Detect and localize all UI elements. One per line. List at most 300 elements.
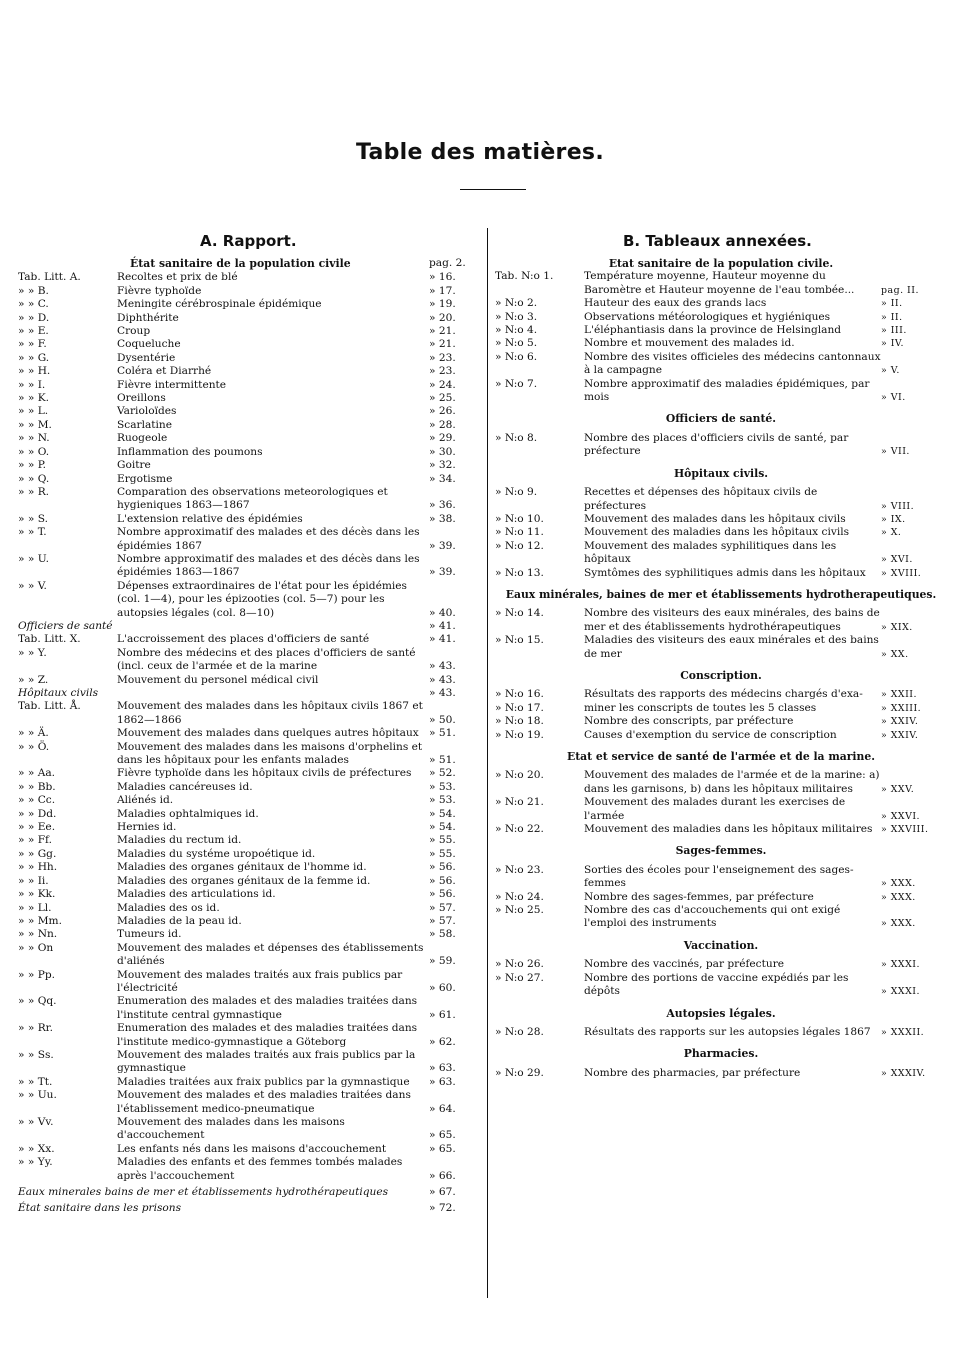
- toc-entry-prefix: » » Nn.: [18, 928, 58, 941]
- toc-entry-title: Mouvement des malades dans les maisons d'orphelins et dans les hôpitaux pour les enfants malades: [117, 740, 423, 767]
- column-divider: [487, 228, 488, 1298]
- toc-entry[interactable]: [18, 741, 481, 768]
- toc-entry[interactable]: [18, 942, 481, 969]
- annex-entry[interactable]: [495, 297, 947, 310]
- annex-entry[interactable]: [495, 378, 947, 405]
- annex-entry-title: Mouvement des maladies dans les hôpitaux militaires: [584, 823, 873, 836]
- toc-entry-page: » 59.: [429, 955, 456, 968]
- toc-entry-prefix: » » C.: [18, 298, 49, 311]
- annex-entry[interactable]: [495, 270, 947, 297]
- eaux-row[interactable]: [18, 1186, 481, 1199]
- annex-entry-page: » V.: [881, 365, 900, 377]
- toc-entry-page: » 16.: [429, 271, 456, 284]
- toc-entry-title: Nombre approximatif des malades et des décès dans les épidémies 1867: [117, 526, 420, 552]
- annex-entry[interactable]: [495, 1026, 947, 1039]
- eaux-label: Eaux minerales bains de mer et établissements hydrothérapeutiques: [18, 1186, 389, 1199]
- toc-entry-title: Fièvre intermittente: [117, 378, 227, 391]
- part-a-section-page: pag. 2.: [429, 257, 466, 269]
- officiers-label: Officiers de santé: [18, 619, 113, 632]
- annex-entry-number: » N:o 22.: [495, 823, 544, 836]
- hopitaux-row[interactable]: [18, 687, 481, 700]
- annex-entry-page: » XXX.: [881, 878, 916, 890]
- hopitaux-label: Hôpitaux civils: [18, 687, 99, 699]
- annex-entry-number: » N:o 26.: [495, 958, 544, 971]
- toc-entry-prefix: » » O.: [18, 445, 50, 458]
- annex-entry-page: » XXXI.: [881, 959, 920, 971]
- toc-entry-prefix: » » Aa.: [18, 767, 56, 780]
- annex-entry-title: Observations météorologiques et hygiéniques: [584, 310, 831, 323]
- toc-entry-page: » 61.: [429, 1008, 456, 1021]
- toc-entry[interactable]: [18, 513, 481, 526]
- toc-entry-prefix: » » Mm.: [18, 914, 62, 927]
- annex-entry-page: » XXVI.: [881, 810, 921, 822]
- toc-entry-prefix: Tab. Litt. Å.: [18, 700, 81, 713]
- toc-entry[interactable]: [18, 674, 481, 687]
- toc-entry[interactable]: [18, 888, 481, 901]
- page-title: Table des matières.: [356, 140, 604, 165]
- part-b-sections: [495, 257, 947, 1080]
- toc-entry[interactable]: [18, 459, 481, 472]
- toc-entry-prefix: » » U.: [18, 552, 50, 565]
- toc-entry[interactable]: [18, 700, 481, 727]
- toc-entry-title: Maladies de la peau id.: [117, 914, 242, 927]
- toc-entry-prefix: » » Cc.: [18, 794, 56, 807]
- toc-entry-prefix: » » Hh.: [18, 861, 58, 874]
- toc-entry-prefix: » » H.: [18, 365, 51, 378]
- annex-entry[interactable]: [495, 715, 947, 728]
- prisons-row[interactable]: [18, 1202, 481, 1215]
- annex-entry-number: » N:o 11.: [495, 526, 544, 539]
- toc-entry-page: » 51.: [429, 754, 456, 767]
- hopitaux-page: » 43.: [429, 687, 456, 699]
- annex-entry-title: Nombre des places d'officiers civils de santé, par préfecture: [584, 431, 849, 458]
- toc-entry-title: Mouvement des malades dans les maisons d'accouchement: [117, 1116, 345, 1142]
- annex-entry-title: Mouvement des maladies dans les hôpitaux civils: [584, 526, 850, 539]
- annex-entry-number: » N:o 29.: [495, 1066, 544, 1079]
- toc-entry-page: » 50.: [429, 713, 456, 726]
- toc-entry-page: » 62.: [429, 1035, 456, 1048]
- toc-entry-title: Dysentérie: [117, 351, 176, 364]
- toc-entry-prefix: » » E.: [18, 325, 49, 338]
- annex-entry[interactable]: [495, 337, 947, 350]
- toc-entry-title: Maladies des articulations id.: [117, 888, 276, 901]
- toc-entry[interactable]: [18, 405, 481, 418]
- toc-entry[interactable]: [18, 338, 481, 351]
- toc-entry-title: Fièvre typhoïde: [117, 284, 202, 297]
- toc-entry-page: » 64.: [429, 1102, 456, 1115]
- toc-entry[interactable]: [18, 1089, 481, 1116]
- toc-entry[interactable]: [18, 473, 481, 486]
- annex-entry-page: » XXII.: [881, 689, 917, 701]
- toc-entry[interactable]: [18, 553, 481, 580]
- annex-entry[interactable]: [495, 486, 947, 513]
- toc-entry-title: Mouvement des malades dans quelques autres hôpitaux: [117, 727, 419, 740]
- toc-entry-title: Hernies id.: [117, 821, 177, 834]
- annex-entry[interactable]: [495, 540, 947, 567]
- toc-entry-page: » 23.: [429, 351, 456, 364]
- toc-entry[interactable]: [18, 969, 481, 996]
- eaux-page: » 67.: [429, 1186, 456, 1199]
- toc-entry-prefix: » » M.: [18, 418, 52, 431]
- tab-litt-list-3: [18, 700, 481, 1183]
- toc-entry[interactable]: [18, 647, 481, 674]
- toc-entry[interactable]: [18, 1156, 481, 1183]
- toc-entry-page: » 17.: [429, 284, 456, 297]
- toc-entry[interactable]: [18, 1022, 481, 1049]
- toc-entry-page: » 65.: [429, 1129, 456, 1142]
- toc-entry-page: » 60.: [429, 981, 456, 994]
- annex-entry-title: Nombre des portions de vaccine expédiés par les dépôts: [584, 971, 849, 998]
- annex-entry[interactable]: [495, 607, 947, 634]
- toc-entry-prefix: » » K.: [18, 392, 49, 405]
- annex-entry[interactable]: [495, 769, 947, 796]
- toc-entry-title: Nombre des médecins et des places d'officiers de santé (incl. ceux de l'armée et de la marine: [117, 646, 416, 673]
- annex-entry[interactable]: [495, 702, 947, 715]
- toc-entry[interactable]: [18, 1143, 481, 1156]
- toc-entry-page: » 38.: [429, 512, 456, 525]
- annex-entry-number: » N:o 14.: [495, 607, 544, 620]
- annex-entry-title: Nombre des sages-femmes, par préfecture: [584, 890, 814, 903]
- toc-entry-prefix: » » T.: [18, 526, 47, 539]
- toc-entry-title: Maladies du rectum id.: [117, 834, 242, 847]
- annex-entry[interactable]: [495, 796, 947, 823]
- toc-entry-prefix: Tab. Litt. X.: [18, 633, 81, 646]
- toc-entry-prefix: » » Ff.: [18, 834, 52, 847]
- annex-entry[interactable]: [495, 513, 947, 526]
- annex-entry-page: » II.: [881, 298, 903, 310]
- toc-entry-page: » 40.: [429, 606, 456, 619]
- annex-entry-page: » VII.: [881, 446, 910, 458]
- annex-entry-title: Symtômes des syphilitiques admis dans les hôpitaux: [584, 566, 866, 579]
- part-b-section-title: Sages-femmes.: [675, 844, 767, 858]
- toc-entry-prefix: » » F.: [18, 338, 47, 351]
- toc-entry[interactable]: [18, 271, 481, 284]
- toc-entry-title: Oreillons: [117, 392, 166, 405]
- annex-entry-page: » XXX.: [881, 891, 916, 903]
- toc-entry-prefix: » » Ee.: [18, 821, 56, 834]
- toc-entry-title: Mouvement des malades traités aux frais publics par l'électricité: [117, 968, 403, 994]
- toc-entry-title: Les enfants nés dans les maisons d'accouchement: [117, 1142, 387, 1155]
- annex-entry-number: » N:o 18.: [495, 715, 544, 728]
- annex-entry-page: » XXIV.: [881, 729, 919, 741]
- toc-entry-title: Coléra et Diarrhé: [117, 365, 212, 378]
- toc-entry-prefix: » » Ll.: [18, 901, 52, 914]
- annex-entry-page: » XXX.: [881, 918, 916, 930]
- toc-entry-page: » 63.: [429, 1062, 456, 1075]
- part-b-heading: B. Tableaux annexées.: [623, 232, 812, 250]
- toc-entry-title: Ruogeole: [117, 432, 168, 445]
- annex-entry-title: Nombre des vaccinés, par préfecture: [584, 958, 785, 971]
- annex-entry-number: » N:o 3.: [495, 310, 538, 323]
- toc-entry-prefix: » » Vv.: [18, 1116, 54, 1128]
- part-a-section-row: [18, 257, 481, 271]
- annex-entry-number: » N:o 10.: [495, 512, 544, 525]
- annex-entry-title: L'éléphantiasis dans la province de Helsingland: [584, 324, 842, 337]
- annex-entry[interactable]: [495, 311, 947, 324]
- annex-entry-number: » N:o 21.: [495, 796, 544, 809]
- toc-entry-page: » 41.: [429, 633, 456, 646]
- annex-entry-page: » II.: [881, 311, 903, 323]
- part-b-section-title: Eaux minérales, baines de mer et établissements hydrotherapeutiques.: [505, 587, 937, 601]
- toc-entry-prefix: » » Y.: [18, 646, 47, 659]
- annex-entry[interactable]: [495, 904, 947, 931]
- toc-entry[interactable]: [18, 1049, 481, 1076]
- toc-entry-page: » 36.: [429, 499, 456, 512]
- annex-entry-number: » N:o 8.: [495, 431, 538, 444]
- toc-entry[interactable]: [18, 580, 481, 620]
- annex-entry[interactable]: [495, 351, 947, 378]
- toc-entry[interactable]: [18, 285, 481, 298]
- annex-entry-page: » IX.: [881, 513, 906, 525]
- toc-entry[interactable]: [18, 298, 481, 311]
- toc-entry[interactable]: [18, 486, 481, 513]
- annex-entry-number: » N:o 23.: [495, 863, 544, 876]
- toc-entry-prefix: Tab. Litt. A.: [18, 271, 81, 284]
- annex-entry-number: » N:o 19.: [495, 728, 544, 741]
- annex-entry-title: Recettes et dépenses des hôpitaux civils de préfectures: [584, 486, 818, 512]
- toc-entry[interactable]: [18, 446, 481, 459]
- toc-entry-page: » 26.: [429, 405, 456, 418]
- toc-entry[interactable]: [18, 432, 481, 445]
- toc-entry-title: Mouvement des malades et dépenses des établissements d'aliénés: [117, 941, 424, 968]
- toc-entry-page: » 56.: [429, 888, 456, 901]
- toc-entry-prefix: » » Ss.: [18, 1048, 54, 1061]
- toc-entry-page: » 20.: [429, 311, 456, 324]
- toc-entry-page: » 23.: [429, 365, 456, 378]
- toc-entry-title: Meningite cérébrospinale épidémique: [117, 298, 322, 311]
- annex-entry[interactable]: [495, 567, 947, 580]
- toc-entry-prefix: » » Tt.: [18, 1075, 53, 1088]
- annex-entry-page: » XVI.: [881, 554, 913, 566]
- annex-entry-page: » XIX.: [881, 621, 913, 633]
- annex-entry-page: » XX.: [881, 648, 909, 660]
- annex-entry-title: Causes d'exemption du service de conscription: [584, 728, 837, 741]
- toc-entry-title: Nombre approximatif des malades et des décès dans les épidémies 1863—1867: [117, 552, 420, 579]
- officiers-page: » 41.: [429, 619, 456, 632]
- toc-entry-page: » 54.: [429, 821, 456, 834]
- toc-entry-title: Maladies traitées aux fraix publics par la gymnastique: [117, 1075, 410, 1088]
- annex-entry-number: » N:o 4.: [495, 324, 538, 337]
- annex-entry-number: » N:o 28.: [495, 1025, 544, 1038]
- annex-entry-number: » N:o 7.: [495, 377, 538, 390]
- toc-entry-prefix: » » Rr.: [18, 1022, 53, 1035]
- toc-entry-title: Mouvement des malades traités aux frais publics par la gymnastique: [117, 1048, 416, 1075]
- toc-entry-page: » 39.: [429, 566, 456, 579]
- part-b-section-title: Pharmacies.: [683, 1047, 759, 1061]
- toc-entry-prefix: » » Dd.: [18, 807, 57, 820]
- toc-entry-prefix: » » Qq.: [18, 995, 57, 1008]
- toc-entry[interactable]: [18, 781, 481, 794]
- toc-entry-prefix: » » Uu.: [18, 1089, 57, 1102]
- toc-entry[interactable]: [18, 915, 481, 928]
- toc-entry[interactable]: [18, 1116, 481, 1143]
- toc-entry[interactable]: [18, 312, 481, 325]
- toc-entry[interactable]: [18, 821, 481, 834]
- annex-entry[interactable]: [495, 958, 947, 971]
- toc-entry[interactable]: [18, 995, 481, 1022]
- annex-entry-number: » N:o 27.: [495, 971, 544, 984]
- toc-entry[interactable]: [18, 526, 481, 553]
- annex-entry-page: » III.: [881, 325, 907, 337]
- annex-entry[interactable]: [495, 1067, 947, 1080]
- toc-entry-title: Ergotisme: [117, 472, 173, 485]
- toc-entry-page: » 58.: [429, 928, 456, 941]
- annex-entry[interactable]: [495, 526, 947, 539]
- part-a-section-title: État sanitaire de la population civile: [130, 257, 351, 270]
- annex-entry[interactable]: [495, 823, 947, 836]
- toc-entry-page: » 29.: [429, 432, 456, 445]
- annex-entry[interactable]: [495, 432, 947, 459]
- toc-entry[interactable]: [18, 325, 481, 338]
- toc-entry-prefix: » » Ö.: [18, 740, 50, 753]
- toc-entry-title: Inflammation des poumons: [117, 445, 263, 458]
- toc-entry-page: » 51.: [429, 727, 456, 740]
- annex-entry-title: Nombre des conscripts, par préfecture: [584, 715, 794, 728]
- toc-entry-prefix: » » Q.: [18, 472, 50, 485]
- toc-entry-title: Goitre: [117, 459, 151, 472]
- toc-entry-title: Scarlatine: [117, 418, 173, 431]
- toc-entry-prefix: » » Kk.: [18, 888, 56, 901]
- annex-entry-title: Nombre des cas d'accouchements qui ont exigé l'emploi des instruments: [584, 904, 841, 930]
- toc-entry[interactable]: [18, 419, 481, 432]
- toc-entry[interactable]: [18, 902, 481, 915]
- toc-entry-title: Croup: [117, 325, 151, 338]
- annex-entry-title: Nombre approximatif des maladies épidémiques, par mois: [584, 377, 870, 404]
- toc-entry[interactable]: [18, 352, 481, 365]
- annex-entry[interactable]: [495, 972, 947, 999]
- annex-entry[interactable]: [495, 324, 947, 337]
- part-b-section-title: Etat sanitaire de la population civile.: [608, 257, 834, 270]
- annex-entry-page: » XXXII.: [881, 1026, 925, 1038]
- annex-entry-page: » VI.: [881, 392, 906, 404]
- toc-entry[interactable]: [18, 1076, 481, 1089]
- tab-litt-list-1: [18, 271, 481, 620]
- toc-entry-page: » 54.: [429, 807, 456, 820]
- toc-entry[interactable]: [18, 875, 481, 888]
- annex-entry-title: Mouvement des malades syphilitiques dans les hôpitaux: [584, 539, 837, 566]
- annex-entry-number: » N:o 12.: [495, 539, 544, 552]
- toc-entry-page: » 52.: [429, 767, 456, 780]
- toc-entry[interactable]: [18, 365, 481, 378]
- toc-entry-title: Coqueluche: [117, 338, 181, 351]
- toc-entry-title: Diphthérite: [117, 311, 179, 324]
- annex-entry-title: Hauteur des eaux des grands lacs: [584, 297, 767, 310]
- toc-entry-page: » 43.: [429, 660, 456, 673]
- toc-entry-title: Aliénés id.: [117, 794, 174, 807]
- title-rule: [460, 189, 526, 190]
- toc-entry[interactable]: [18, 848, 481, 861]
- annex-entry-number: » N:o 17.: [495, 701, 544, 714]
- annex-entry-title: Résultats des rapports des médecins chargés d'exa-: [584, 688, 863, 701]
- toc-entry[interactable]: [18, 392, 481, 405]
- toc-entry-prefix: » » S.: [18, 512, 48, 525]
- annex-entry[interactable]: [495, 864, 947, 891]
- toc-entry-prefix: » » I.: [18, 378, 46, 391]
- toc-entry[interactable]: [18, 767, 481, 780]
- toc-entry-title: L'extension relative des épidémies: [117, 512, 303, 525]
- toc-entry-prefix: » » Yy.: [18, 1156, 53, 1169]
- annex-entry-page: » XVIII.: [881, 567, 922, 579]
- annex-entry-number: » N:o 9.: [495, 486, 538, 499]
- toc-entry-prefix: » » B.: [18, 284, 49, 297]
- annex-entry-number: » N:o 15.: [495, 634, 544, 647]
- toc-entry-prefix: » » L.: [18, 405, 49, 418]
- tab-litt-list-2: [18, 633, 481, 687]
- toc-entry-title: Maladies des organes génitaux de la femme id.: [117, 874, 371, 887]
- annex-entry-page: » XXIII.: [881, 702, 922, 714]
- annex-entry-number: » N:o 20.: [495, 769, 544, 782]
- part-b-section-title: Conscription.: [680, 668, 762, 682]
- annex-entry-page: » XXIV.: [881, 716, 919, 728]
- toc-entry-title: Comparation des observations meteorologiques et hygieniques 1863—1867: [117, 485, 388, 512]
- part-a-column: [18, 231, 481, 1216]
- part-b-section-title: Autopsies légales.: [666, 1006, 776, 1020]
- part-a-heading: A. Rapport.: [200, 232, 297, 250]
- toc-entry-page: » 63.: [429, 1075, 456, 1088]
- annex-entry-title: Mouvement des malades de l'armée et de la marine: a) dans les garnisons, b) dans les hôpitaux militaires: [584, 769, 880, 795]
- toc-entry[interactable]: [18, 794, 481, 807]
- toc-entry-page: » 57.: [429, 901, 456, 914]
- toc-entry-title: Enumeration des malades et des maladies traitées dans l'institute central gymnastique: [117, 995, 418, 1021]
- toc-entry-title: Maladies du systéme uropoétique id.: [117, 847, 316, 860]
- annex-entry-title: Température moyenne, Hauteur moyenne du Baromètre et Hauteur moyenne de l'eau tombée...: [584, 270, 855, 296]
- annex-entry-title: Mouvement des malades dans les hôpitaux civils: [584, 512, 846, 525]
- toc-entry-title: Enumeration des malades et des maladies traitées dans l'institute medico-gymnastique a Göteborg: [117, 1022, 418, 1048]
- toc-entry-title: Varioloïdes: [117, 405, 177, 418]
- toc-entry-prefix: » » R.: [18, 485, 50, 498]
- officiers-row[interactable]: [18, 620, 481, 633]
- toc-entry-title: Tumeurs id.: [117, 928, 182, 941]
- toc-entry-page: » 25.: [429, 392, 456, 405]
- toc-entry-page: » 24.: [429, 378, 456, 391]
- toc-entry-page: » 21.: [429, 325, 456, 338]
- toc-entry-prefix: » » On: [18, 941, 54, 954]
- annex-entry-number: » N:o 2.: [495, 297, 538, 310]
- annex-entry[interactable]: [495, 688, 947, 701]
- toc-entry[interactable]: [18, 928, 481, 941]
- part-b-section-title: Officiers de santé.: [665, 412, 777, 426]
- annex-entry-page: » XXXI.: [881, 986, 920, 998]
- annex-entry-title: Maladies des visiteurs des eaux minérales et des bains de mer: [584, 634, 879, 660]
- annex-entry[interactable]: [495, 729, 947, 742]
- annex-entry-title: Nombre et mouvement des malades id.: [584, 337, 795, 350]
- toc-entry-page: » 19.: [429, 298, 456, 311]
- toc-entry-title: Maladies des os id.: [117, 901, 220, 914]
- part-b-section-title: Vaccination.: [683, 938, 759, 952]
- toc-entry[interactable]: [18, 379, 481, 392]
- annex-entry-title: Sorties des écoles pour l'enseignement des sages-femmes: [584, 863, 854, 890]
- annex-entry-number: » N:o 5.: [495, 337, 538, 350]
- toc-entry-page: » 53.: [429, 794, 456, 807]
- toc-entry-page: » 56.: [429, 861, 456, 874]
- toc-entry[interactable]: [18, 834, 481, 847]
- annex-entry[interactable]: [495, 891, 947, 904]
- toc-entry-page: » 56.: [429, 874, 456, 887]
- toc-entry[interactable]: [18, 727, 481, 740]
- toc-entry-prefix: » » Bb.: [18, 780, 56, 793]
- toc-entry-prefix: » » Gg.: [18, 847, 57, 860]
- toc-entry-title: Maladies des organes génitaux de l'homme id.: [117, 861, 367, 874]
- toc-entry-page: » 55.: [429, 834, 456, 847]
- annex-entry-page: » XXV.: [881, 783, 915, 795]
- toc-entry-page: » 39.: [429, 539, 456, 552]
- toc-entry-page: » 43.: [429, 673, 456, 686]
- annex-entry-page: » X.: [881, 527, 902, 539]
- toc-entry[interactable]: [18, 633, 481, 646]
- toc-entry[interactable]: [18, 861, 481, 874]
- toc-entry[interactable]: [18, 808, 481, 821]
- annex-entry[interactable]: [495, 634, 947, 661]
